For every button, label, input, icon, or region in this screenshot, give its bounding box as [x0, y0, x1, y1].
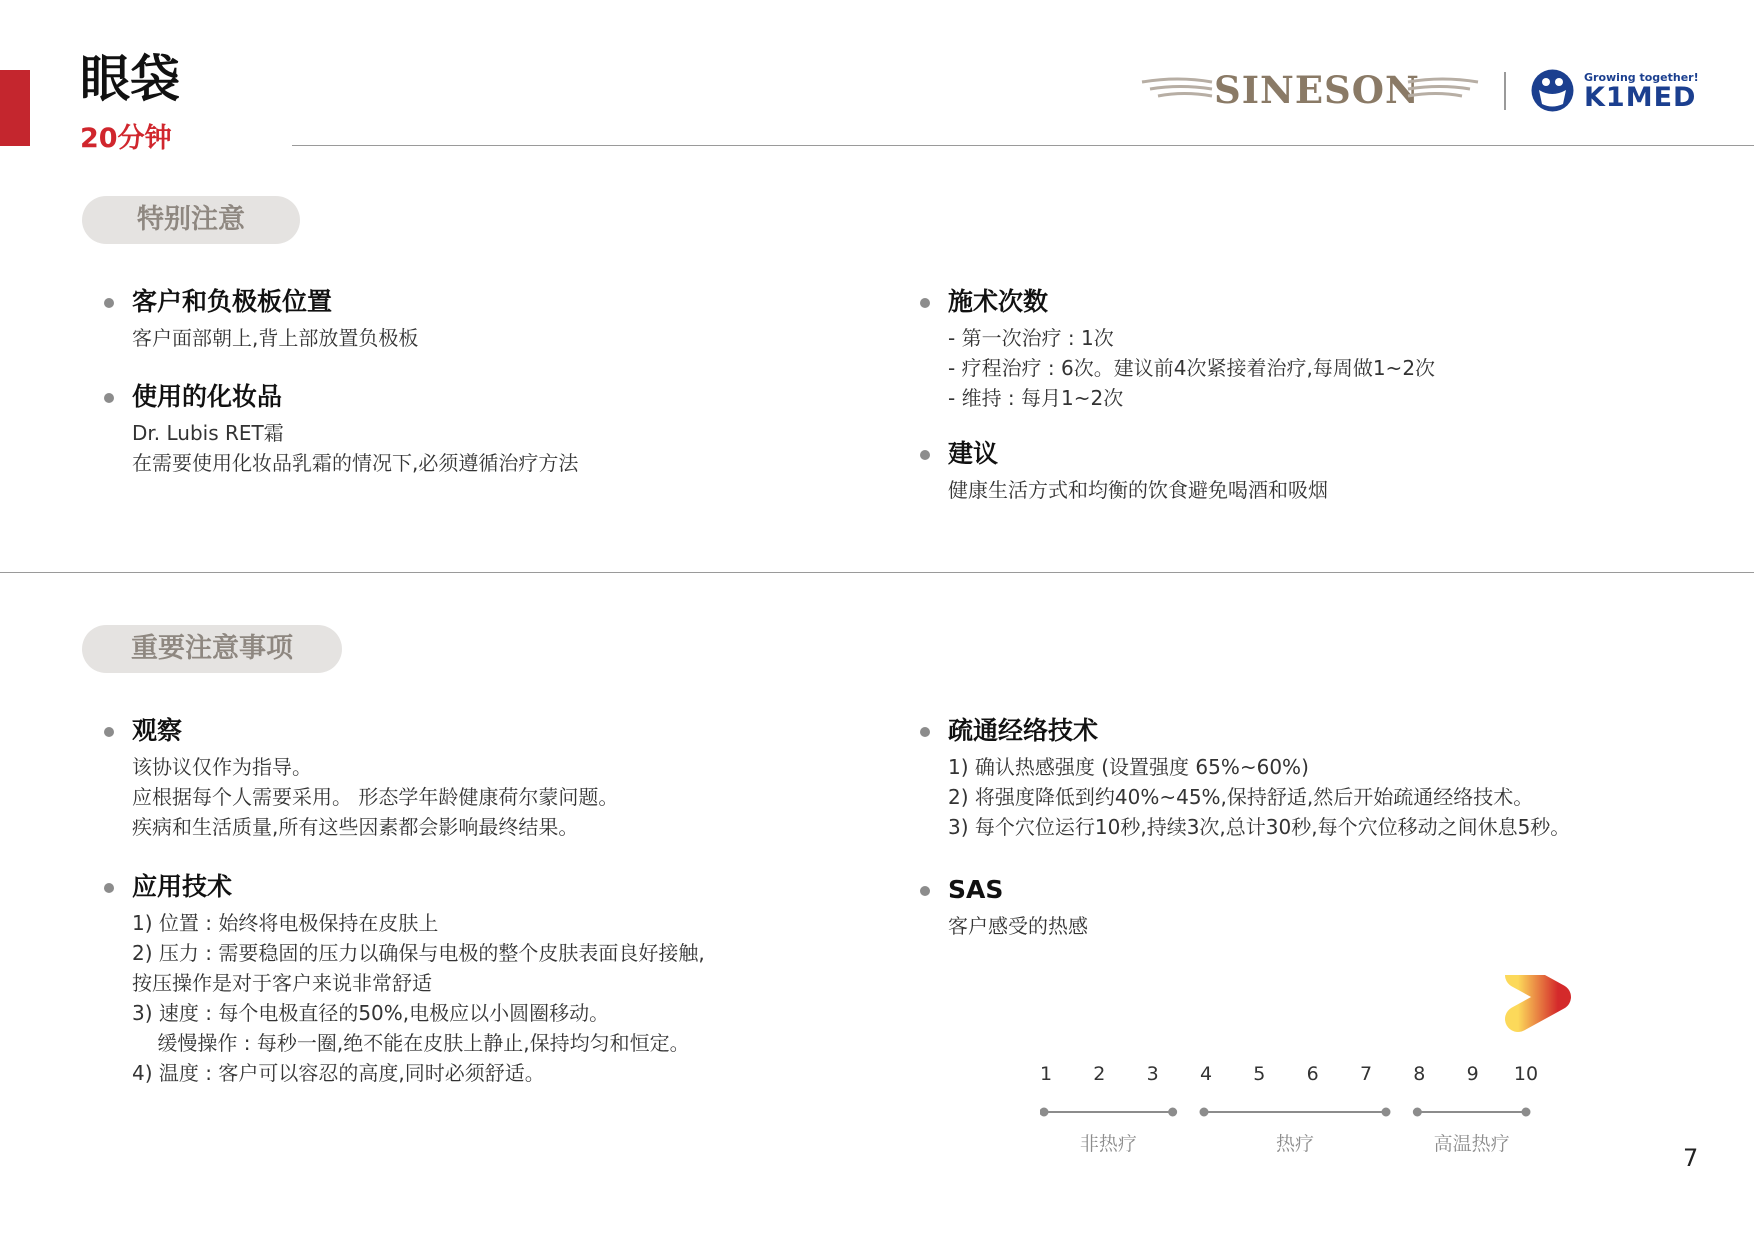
item-line: 2) 压力 : 需要稳固的压力以确保与电极的整个皮肤表面良好接触,: [132, 941, 705, 965]
scale-tick-9: 9: [1466, 1063, 1479, 1085]
sineson-wordmark: SINESON: [1214, 68, 1420, 112]
item-line: 疾病和生活质量,所有这些因素都会影响最终结果。: [132, 815, 579, 839]
item-line: 2) 将强度降低到约40%~45%,保持舒适,然后开始疏通经络技术。: [948, 785, 1534, 809]
section-pill-important-notes: 重要注意事项: [82, 625, 342, 673]
scale-tick-8: 8: [1413, 1063, 1426, 1085]
k1med-tagline: Growing together!: [1584, 71, 1699, 84]
item-body: [948, 475, 1328, 505]
scale-tick-4: 4: [1199, 1063, 1213, 1085]
scale-range-label: 非热疗: [1079, 1133, 1137, 1155]
item-body: [948, 911, 1088, 941]
item-title: 施术次数: [948, 287, 1049, 316]
item-body: [132, 752, 618, 842]
item-line: 4) 温度 : 客户可以容忍的高度,同时必须舒适。: [132, 1061, 545, 1085]
item-line: 缓慢操作 : 每秒一圈,绝不能在皮肤上静止,保持均匀和恒定。: [132, 1031, 690, 1055]
item-body: [948, 752, 1570, 842]
k1med-logo: [1530, 66, 1699, 114]
section-divider: [0, 572, 1754, 573]
scale-tick-7: 7: [1359, 1063, 1373, 1085]
k1med-name: K1MED: [1584, 82, 1697, 113]
scale-tick-2: 2: [1093, 1063, 1106, 1085]
item-line: 客户面部朝上,背上部放置负极板: [132, 326, 419, 350]
bullet-icon: [104, 393, 114, 403]
item-body: [132, 323, 418, 353]
item-line: 1) 确认热感强度 (设置强度 65%~60%): [948, 755, 1309, 779]
bullet-icon: [104, 727, 114, 737]
scale-tick-6: 6: [1306, 1063, 1319, 1085]
item-body: [132, 418, 578, 478]
k1med-globe-icon: [1530, 68, 1575, 113]
item-session-count: [920, 285, 1435, 413]
bullet-icon: [920, 886, 930, 896]
item-line: - 维持 : 每月1~2次: [948, 386, 1124, 410]
item-advice: [920, 437, 1328, 505]
item-line: 健康生活方式和均衡的饮食避免喝酒和吸烟: [948, 478, 1328, 502]
wing-left-icon: [1140, 76, 1215, 104]
item-line: 客户感受的热感: [948, 914, 1088, 938]
logo-divider: [1504, 72, 1506, 110]
bullet-icon: [104, 298, 114, 308]
scale-tick-3: 3: [1146, 1063, 1159, 1085]
item-body: [948, 323, 1435, 413]
bullet-icon: [104, 883, 114, 893]
section-pill-special-notes: 特别注意: [82, 196, 300, 244]
item-line: 3) 每个穴位运行10秒,持续3次,总计30秒,每个穴位移动之间休息5秒。: [948, 815, 1571, 839]
item-line: - 第一次治疗 : 1次: [948, 326, 1114, 350]
page-number: 7: [1683, 1144, 1699, 1172]
bullet-icon: [920, 727, 930, 737]
scale-range-dot: [1523, 1109, 1530, 1116]
item-application-technique: [104, 870, 705, 1088]
bullet-icon: [920, 450, 930, 460]
scale-range-dot: [1414, 1109, 1421, 1116]
scale-tick-1: 1: [1039, 1063, 1053, 1085]
item-line: 按压操作是对于客户来说非常舒适: [132, 971, 432, 995]
item-line: Dr. Lubis RET霜: [132, 421, 284, 445]
sas-heat-scale: [1040, 975, 1580, 1155]
header-divider: [292, 145, 1754, 146]
bullet-icon: [920, 298, 930, 308]
page-subtitle: 20分钟: [80, 123, 172, 154]
scale-range-dot: [1201, 1109, 1208, 1116]
wing-right-icon: [1405, 76, 1480, 104]
item-sas: [920, 873, 1088, 941]
page-title: 眼袋: [80, 50, 180, 108]
sineson-logo: [1140, 68, 1480, 112]
item-body: [132, 908, 705, 1088]
item-title: 使用的化妆品: [132, 382, 283, 411]
scale-range-label: 热疗: [1275, 1133, 1315, 1155]
item-title: 建议: [948, 439, 999, 468]
item-title: 客户和负极板位置: [132, 287, 333, 316]
item-observation: [104, 714, 618, 842]
accent-bar: [0, 70, 30, 146]
scale-tick-5: 5: [1253, 1063, 1266, 1085]
item-title: 观察: [132, 716, 183, 745]
item-line: 3) 速度 : 每个电极直径的50%,电极应以小圆圈移动。: [132, 1001, 610, 1025]
item-line: 应根据每个人需要采用。 形态学年龄健康荷尔蒙问题。: [132, 785, 619, 809]
item-title: SAS: [948, 875, 1004, 904]
item-line: 在需要使用化妆品乳霜的情况下,必须遵循治疗方法: [132, 451, 579, 475]
scale-range-dot: [1169, 1109, 1176, 1116]
scale-tick-10: 10: [1513, 1063, 1539, 1085]
item-title: 应用技术: [132, 872, 233, 901]
item-title: 疏通经络技术: [948, 716, 1099, 745]
scale-range-dot: [1383, 1109, 1390, 1116]
item-cosmetics: [104, 380, 578, 478]
item-meridian-technique: [920, 714, 1570, 842]
item-line: - 疗程治疗 : 6次。建议前4次紧接着治疗,每周做1~2次: [948, 356, 1436, 380]
scale-range-label: 高温热疗: [1433, 1133, 1510, 1155]
item-line: 1) 位置 : 始终将电极保持在皮肤上: [132, 911, 439, 935]
scale-range-dot: [1041, 1109, 1048, 1116]
item-patient-position: [104, 285, 418, 353]
item-line: 该协议仅作为指导。: [132, 755, 312, 779]
